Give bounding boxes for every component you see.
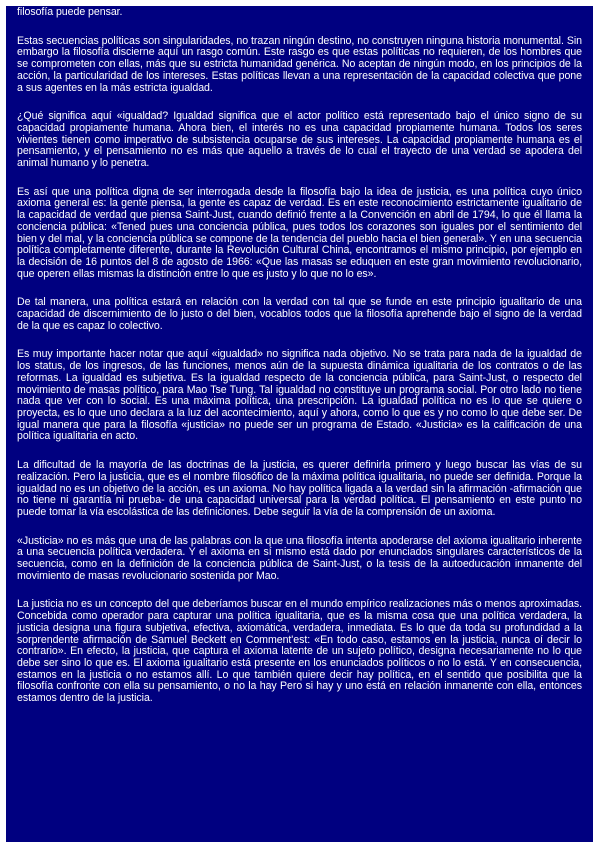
paragraph-9: La justicia no es un concepto del que deberíamos buscar en el mundo empírico realizaciones más o menos aproximadas. Concebida como operador para capturar una política igualitaria, que es la misma cosa que una política verdadera, la justicia designa una figura subjetiva, efectiva, axiomática, verdadera, inmediata. Es lo que da toda su profundidad a la sorprendente afirmación de Samuel Beckett en Comment'est: «En todo caso, estamos en la justicia, nunca oí decir lo contrario». En efecto, la justicia, que captura el axioma latente de un sujeto político, designa necesariamente no lo que debe ser sino lo que es. El axioma igualitario está presente en los enunciados políticos o no lo está. Y en consecuencia, estamos en la justicia o no estamos allí. Lo que también quiere decir hay política, en el sentido que posibilita que la filosofía confronte con ella su pensamiento, o no la hay Pero si hay y uno está en relación inmanente con ella, entonces estamos dentro de la justicia. <box>17 598 582 705</box>
paragraph-4: Es así que una política digna de ser interrogada desde la filosofía bajo la idea de justicia, es una política cuyo único axioma general es: la gente piensa, la gente es capaz de verdad. Es en este reconocimiento estrictamente igualitario de la capacidad de verdad que piensa Saint-Just, cuando definió frente a la Convención en abril de 1794, lo que él llama la conciencia pública: «Tened pues una conciencia pública, pues todos los corazones son iguales por el sentimiento del bien y del mal, y la conciencia pública se compone de la tendencia del pueblo hacia el bien general». Y en una secuencia política completamente diferente, durante la Revolución Cultural China, encontramos el mismo principio, por ejemplo en la decisión de 16 puntos del 8 de agosto de 1966: «Que las masas se eduquen en este gran movimiento revolucionario, que operen ellas mismas la distinción entre lo que es justo y lo que no lo es». <box>17 185 582 280</box>
paragraph-6: Es muy importante hacer notar que aquí «igualdad» no significa nada objetivo. No se trata para nada de la igualdad de los status, de los ingresos, de las funciones, menos aún de la supuesta dinámica igualitaria de los contratos o de las reformas. La igualdad es subjetiva. Es la igualdad respecto de la conciencia pública, para Saint-Just, o respecto del movimiento de masas político, para Mao Tse Tung. Tal igualdad no constituye un programa social. Por otro lado no tiene nada que ver con lo social. Es una máxima política, una prescripción. La igualdad política no es lo que se quiere o proyecta, es lo que uno declara a la luz del acontecimiento, aquí y ahora, como lo que es y no como lo que debe ser. De igual manera que para la filosofía «justicia» no puede ser un programa de Estado. «Justicia» es la calificación de una política igualitaria en acto. <box>17 348 582 443</box>
paragraph-5: De tal manera, una política estará en relación con la verdad con tal que se funde en este principio igualitario de una capacidad de discernimiento de lo justo o del bien, vocablos todos que la filosofía aprehende bajo el signo de la verdad de la que es capaz lo colectivo. <box>17 296 582 332</box>
paragraph-8: «Justicia» no es más que una de las palabras con la que una filosofía intenta apoderarse del axioma igualitario inherente a una secuencia política verdadera. Y el axioma en sí mismo está dado por enunciados singulares característicos de la secuencia, como en la definición de la conciencia pública de Saint-Just, o la tesis de la autoeducación inmanente del movimiento de masas revolucionario sostenida por Mao. <box>17 534 582 582</box>
paragraph-7: La dificultad de la mayoría de las doctrinas de la justicia, es querer definirla primero y luego buscar las vías de su realización. Pero la justicia, que es el nombre filosófico de la máxima política igualitaria, no puede ser definida. Porque la igualdad no es un objetivo de la acción, es un axioma. No hay política ligada a la verdad sin la afirmación -afirmación que no tiene ni garantía ni prueba- de una capacidad universal para la verdad política. El pensamiento en este punto no puede tomar la vía escolástica de las definiciones. Debe seguir la vía de la comprensión de un axioma. <box>17 459 582 518</box>
paragraph-2: Estas secuencias políticas son singularidades, no trazan ningún destino, no construyen ninguna historia monumental. Sin embargo la filosofía discierne aquí un rasgo común. Este rasgo es que estas políticas no requieren, de los hombres que se comprometen con ellas, más que su estricta humanidad genérica. No aceptan de ningún modo, en los principios de la acción, la particularidad de los intereses. Estas políticas llevan a una representación de la capacidad colectiva que pone a sus agentes en la más estricta igualdad. <box>17 34 582 94</box>
document-page <box>6 6 593 842</box>
paragraph-1: filosofía puede pensar. <box>17 6 123 18</box>
paragraph-3: ¿Qué significa aquí «igualdad? Igualdad significa que el actor político está representado bajo el único signo de su capacidad propiamente humana. Ahora bien, el interés no es una capacidad propiamente humana. Todos los seres vivientes tienen como imperativo de subsistencia ocuparse de sus intereses. La capacidad propiamente humana es el pensamiento, y el pensamiento no es más que aquello a través de lo cual el trayecto de una verdad se apodera del animal humano y lo penetra. <box>17 110 582 170</box>
